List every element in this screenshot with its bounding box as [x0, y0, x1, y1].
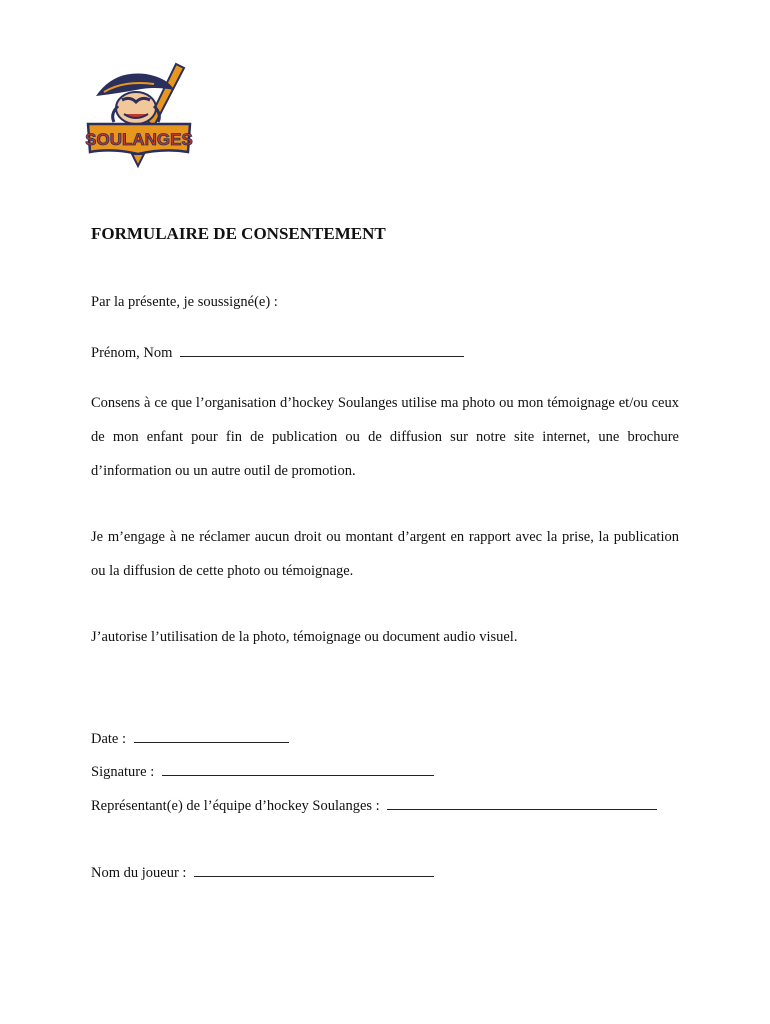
date-field-row	[91, 730, 289, 748]
representative-blank-line[interactable]	[387, 797, 657, 810]
authorization-paragraph: J’autorise l’utilisation de la photo, témoignage ou document audio visuel.	[91, 629, 518, 645]
player-name-blank-line[interactable]	[194, 864, 434, 877]
representative-field-row	[91, 797, 657, 815]
player-name-field-row	[91, 864, 434, 882]
representative-label: Représentant(e) de l’équipe d’hockey Soulanges :	[91, 798, 380, 814]
date-blank-line[interactable]	[134, 730, 289, 743]
pirate-mascot-icon	[84, 56, 194, 170]
name-field-row	[91, 344, 464, 362]
name-label: Prénom, Nom	[91, 345, 173, 361]
form-title: FORMULAIRE DE CONSENTEMENT	[91, 224, 386, 243]
signature-label: Signature :	[91, 764, 155, 780]
waiver-paragraph: Je m’engage à ne réclamer aucun droit ou montant d’argent en rapport avec la prise, la publication ou la diffusion de cette photo ou témoignage.	[91, 529, 679, 579]
logo-text: SOULANGES	[85, 130, 193, 149]
signature-blank-line[interactable]	[162, 763, 434, 776]
signature-field-row	[91, 763, 434, 781]
soulanges-logo	[84, 56, 194, 170]
player-name-label: Nom du joueur :	[91, 865, 187, 881]
intro-text: Par la présente, je soussigné(e) :	[91, 294, 278, 310]
name-blank-line[interactable]	[180, 344, 464, 357]
consent-paragraph: Consens à ce que l’organisation d’hockey Soulanges utilise ma photo ou mon témoignage et/ou ceux de mon enfant pour fin de publication ou de diffusion sur notre site internet, une brochure d’information ou un autre outil de promotion.	[91, 395, 679, 479]
date-label: Date :	[91, 731, 127, 747]
